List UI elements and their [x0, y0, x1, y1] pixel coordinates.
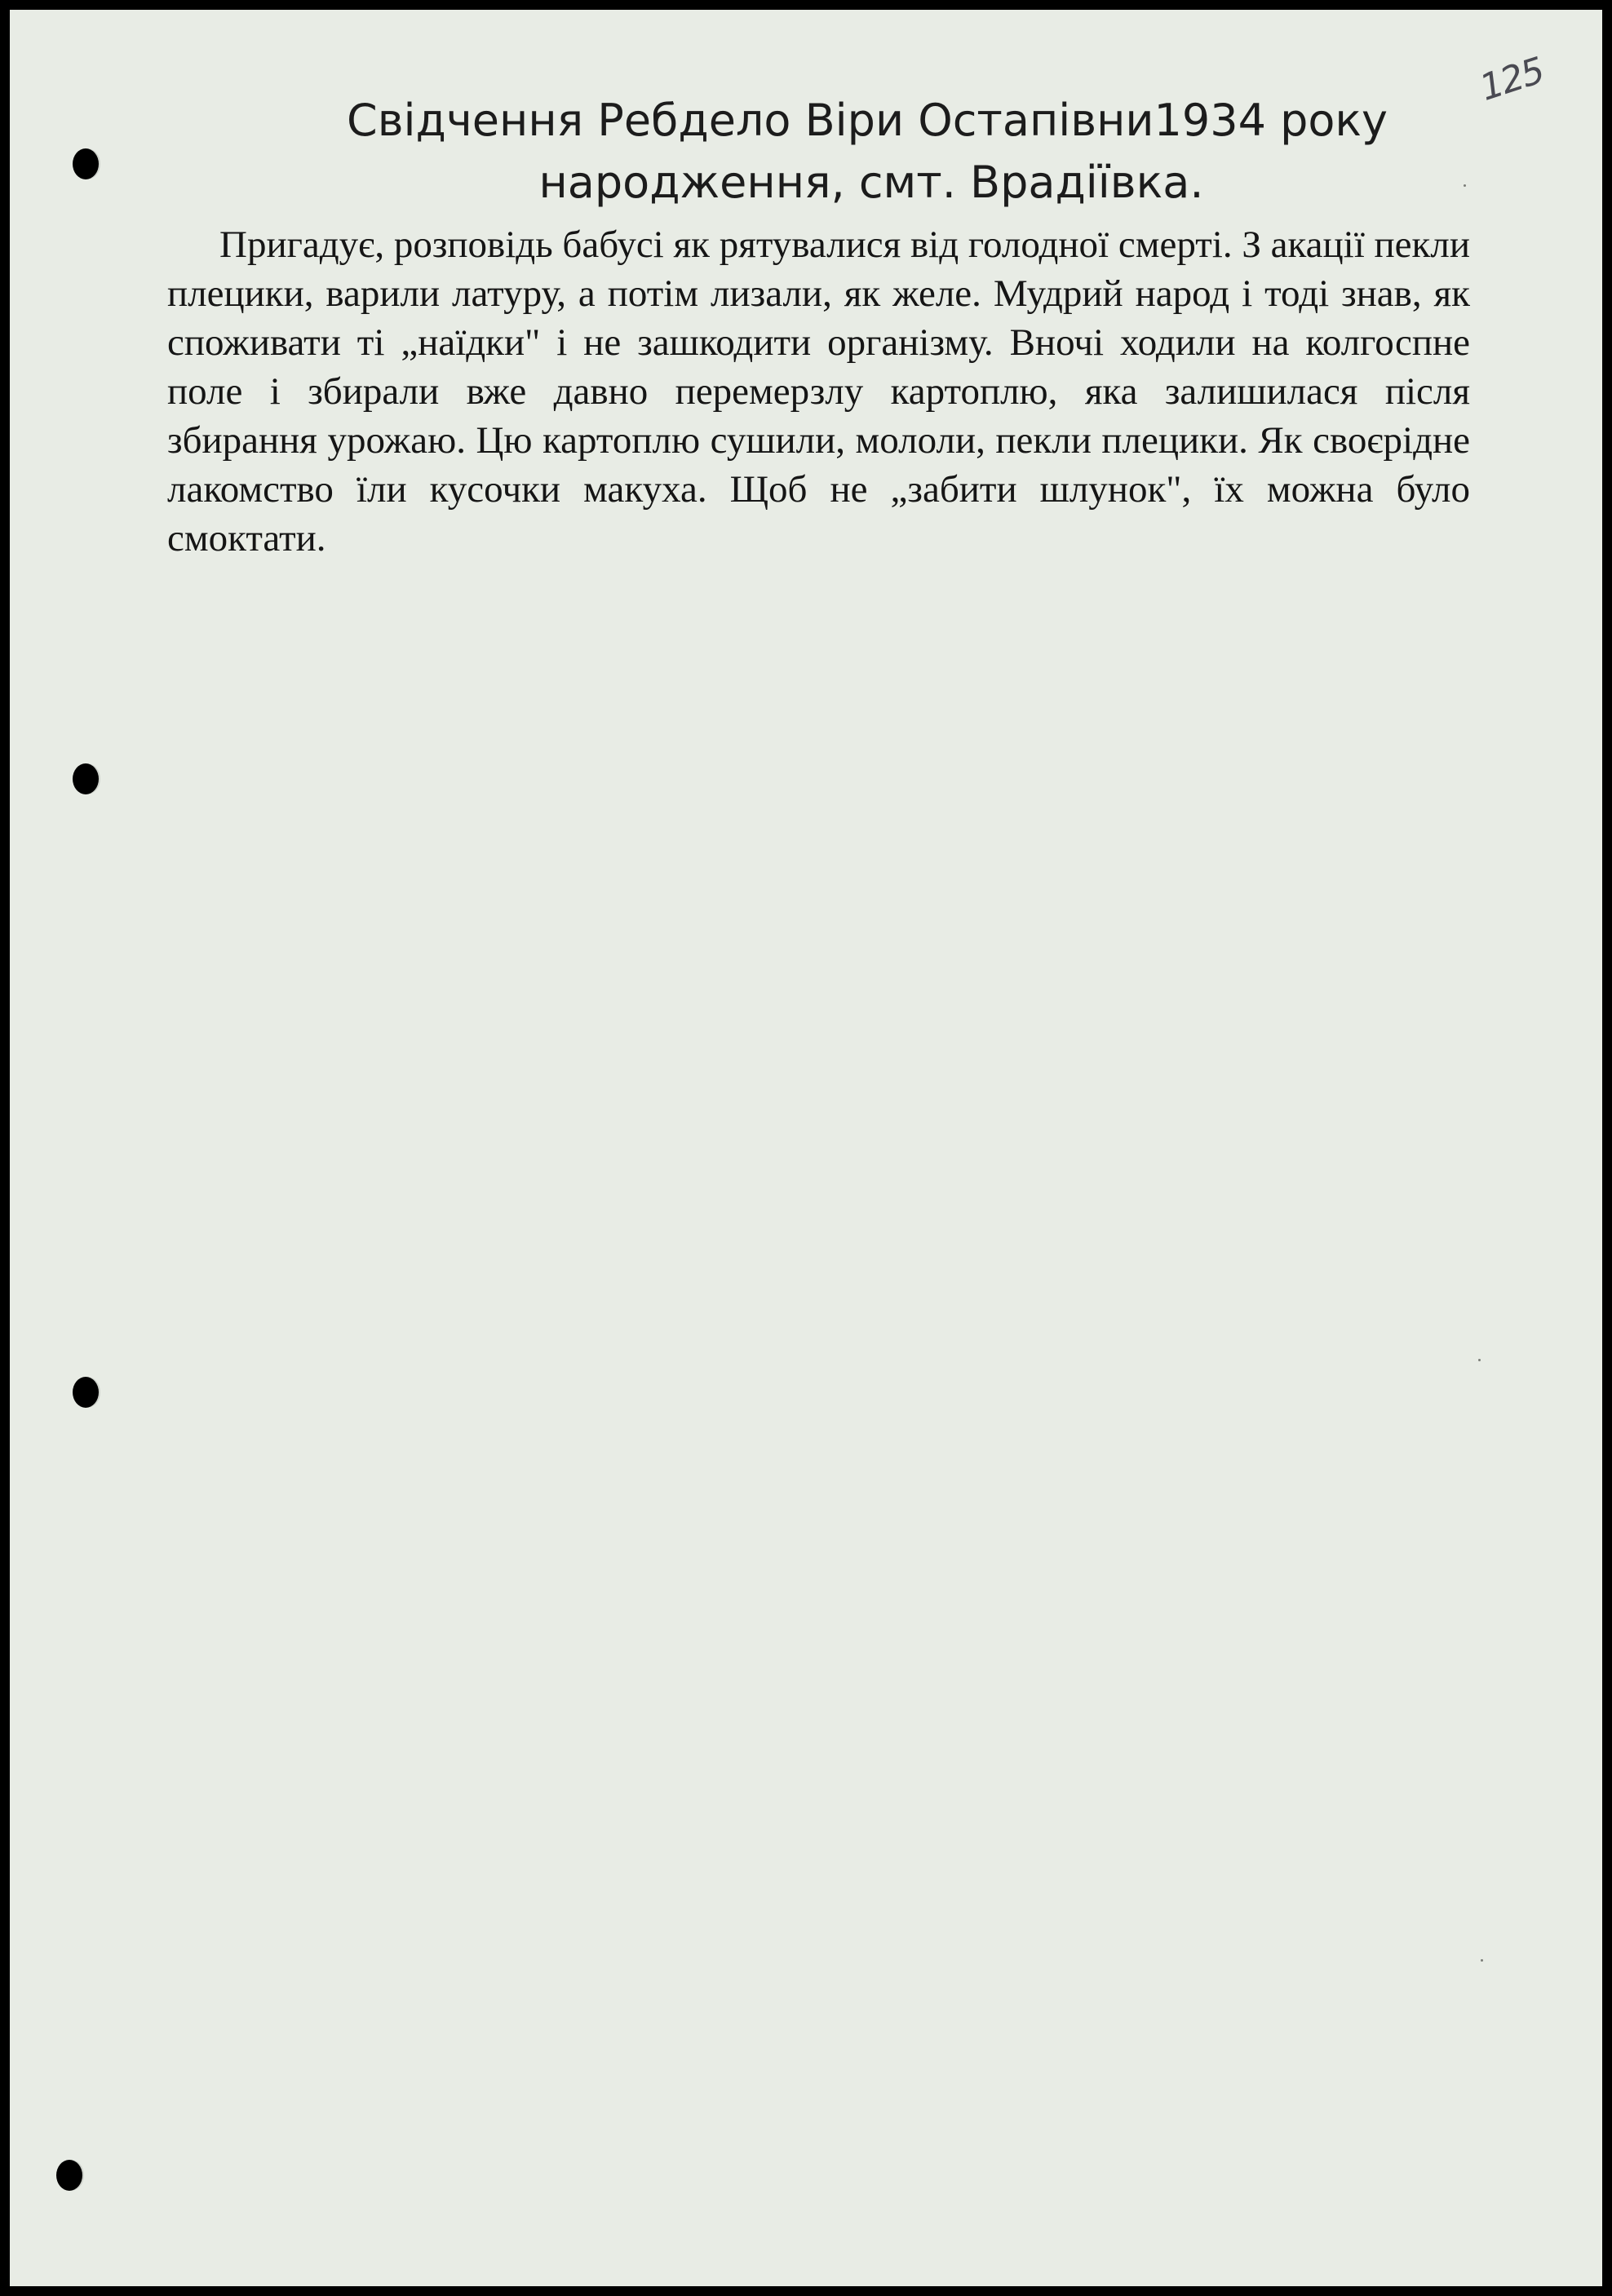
page-title: [10, 90, 1602, 214]
scan-speck: [1464, 184, 1466, 187]
scan-speck: [1478, 1359, 1481, 1361]
punch-hole: [73, 763, 99, 794]
document-page: [10, 10, 1602, 2286]
title-line-1: Свідчення Ребдело Віри Остапівни1934 року: [347, 95, 1388, 146]
folio-number: 125: [1475, 50, 1548, 109]
testimony-paragraph: Пригадує, розповідь бабусі як рятувалися від голодної смерті. З акації пекли плецики, варили латуру, а потім лизали, як желе. Мудрий народ і тоді знав, як споживати ті „наїдки" і не зашкодити організму. Вночі ходили на колгоспне поле і збирали вже давно перемерзлу картоплю, яка залишилася після збирання урожаю. Цю картоплю сушили, мололи, пекли плецики. Як своєрідне лакомство їли кусочки макуха. Щоб не „забити шлунок", їх можна було смоктати.: [167, 223, 1470, 560]
title-line-2: народження, смт. Врадіївка.: [538, 157, 1204, 208]
punch-hole: [56, 2160, 82, 2191]
punch-hole: [73, 1377, 99, 1408]
scan-speck: [1481, 1959, 1483, 1962]
